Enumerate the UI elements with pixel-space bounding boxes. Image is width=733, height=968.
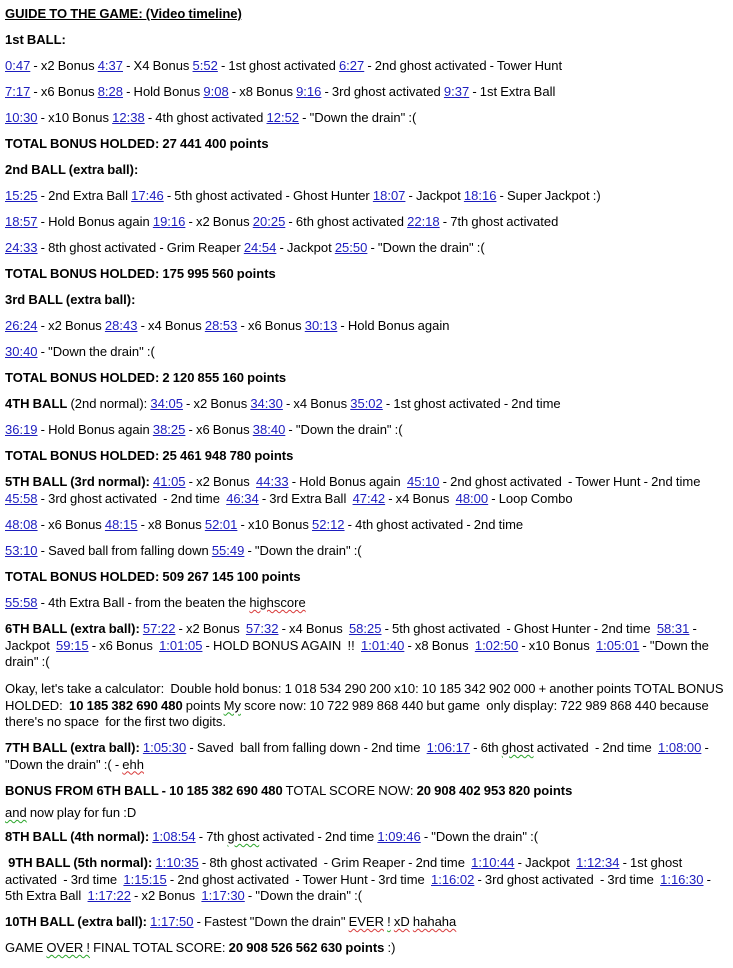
timestamp-link[interactable]: 1:01:05 [159,637,203,653]
text-segment: - x10 Bonus [518,637,596,653]
timestamp-link[interactable]: 57:32 [245,621,279,636]
text-segment: GAME [5,940,47,955]
timestamp-link[interactable]: 6:27 [338,58,365,73]
timeline-line [5,240,729,257]
timeline-line [5,422,729,439]
text-segment: - 2nd ghost activated - Tower Hunt - 3rd time [166,871,431,887]
timestamp-link[interactable]: 15:25 [5,188,38,203]
text-segment: - x6 Bonus [88,637,160,653]
text-segment: - 5th Extra Ball [5,871,715,903]
timestamp-link[interactable]: 1:08:54 [152,829,196,844]
text-segment: now play for fun :D [26,805,137,820]
timeline-line [5,740,729,773]
text-segment: - HOLD BONUS AGAIN !! [202,637,361,653]
text-segment: FINAL TOTAL SCORE: [89,940,229,955]
text-segment: :) [384,940,396,955]
text-segment: - 2nd ghost activated - Tower Hunt [364,58,563,73]
timeline-line [5,805,729,822]
timestamp-link[interactable]: 26:24 [5,318,38,333]
bold-text: 10TH BALL (extra ball): [5,914,151,929]
text-segment: - x4 Bonus [282,396,351,411]
timeline-line [5,370,729,387]
text-segment: - 7th [195,829,228,844]
timestamp-link[interactable]: 59:15 [56,637,89,653]
text-segment: - x2 Bonus [37,318,105,333]
timestamp-link[interactable]: 58:31 [656,621,690,636]
text-segment: - x2 Bonus [175,621,246,636]
timestamp-link[interactable]: 19:16 [152,214,186,229]
timestamp-link[interactable]: 22:18 [407,214,440,229]
text-segment: - Hold Bonus again [37,214,153,229]
text-segment: - Super Jackpot :) [496,188,601,203]
timeline-line [5,162,729,179]
timestamp-link[interactable]: 7:17 [5,84,31,99]
timeline-line [5,136,729,153]
timeline-line [5,681,729,731]
timestamp-link[interactable]: 9:37 [443,84,470,99]
text-segment: - "Down the drain" :( [5,637,713,669]
bold-text: 7TH BALL (extra ball): [5,740,143,755]
bold-text: TOTAL BONUS HOLDED: 27 441 400 points [5,136,269,151]
timeline-line [5,344,729,361]
timestamp-link[interactable]: 1:17:30 [201,888,245,903]
text-segment: - x2 Bonus [182,396,251,411]
text-segment: (2nd normal): [67,396,151,411]
text-segment: - 1st ghost activated [217,58,339,73]
timestamp-link[interactable]: 18:16 [463,188,497,203]
timeline-line [5,783,729,800]
text-segment: - 6th [470,740,502,755]
timestamp-link[interactable]: 30:40 [5,344,38,359]
text-segment: - "Down the drain" :( [244,543,362,558]
timeline-line [5,318,729,335]
text-segment: - "Down the drain" :( [367,240,485,255]
text-segment: - x8 Bonus [137,517,205,532]
timestamp-link[interactable]: 24:54 [243,240,277,255]
text-segment: - 2nd ghost activated - Tower Hunt - 2nd time [439,474,707,489]
spelling-underlined-text: hahaha [412,914,457,929]
timestamp-link[interactable]: 1:09:46 [377,829,421,844]
timestamp-link[interactable]: 34:05 [150,396,183,411]
text-segment: - x6 Bonus [30,84,98,99]
timestamp-link[interactable]: 5:52 [192,58,218,73]
timestamp-link[interactable]: 12:52 [266,110,300,125]
text-segment: - Saved ball from falling down [37,543,212,558]
timestamp-link[interactable]: 1:15:15 [123,871,167,887]
timestamp-link[interactable]: 1:05:30 [142,740,187,755]
spelling-underlined-text: ehh [122,756,144,772]
bold-text: 20 908 526 562 630 points [228,940,385,955]
timeline-line [5,292,729,309]
timestamp-link[interactable]: 44:33 [256,474,289,489]
bold-text: 5TH BALL (3rd normal): [5,474,153,489]
text-segment: - 4th ghost activated [144,110,267,125]
text-segment: - x6 Bonus [237,318,305,333]
timestamp-link[interactable]: 48:00 [455,490,489,506]
guide-title [5,6,729,23]
text-segment: TOTAL SCORE NOW: [282,783,417,798]
text-segment: - Jackpot [5,621,700,653]
text-segment: - "Down the drain" :( [299,110,417,125]
timeline-line [5,32,729,49]
text-segment: - Jackpot [405,188,464,203]
text-segment: - X4 Bonus [123,58,193,73]
timestamp-link[interactable]: 12:38 [112,110,145,125]
text-segment: - 4th ghost activated - 2nd time [344,517,524,532]
timestamp-link[interactable]: 8:28 [97,84,123,99]
timeline-line [5,474,729,507]
text-segment: - 1st Extra Ball [469,84,556,99]
timeline-line [5,855,729,905]
timestamp-link[interactable]: 1:17:50 [150,914,194,929]
text-segment: - x4 Bonus [137,318,205,333]
bold-text: 4TH BALL [5,396,68,411]
timestamp-link[interactable]: 38:25 [152,422,186,437]
timestamp-link[interactable]: 4:37 [97,58,123,73]
timeline-line [5,621,729,671]
text-segment: - x2 Bonus [185,214,253,229]
timestamp-link[interactable]: 30:13 [304,318,338,333]
text-segment: - Hold Bonus again [337,318,450,333]
timeline-line [5,266,729,283]
timestamp-link[interactable]: 53:10 [5,543,38,558]
timeline-line [5,214,729,231]
timestamp-link[interactable]: 45:58 [5,490,38,506]
timestamp-link[interactable]: 48:08 [5,517,38,532]
timeline-line [5,58,729,75]
text-segment: - x4 Bonus [385,490,456,506]
text-segment: - Saved ball from falling down - 2nd time [186,740,427,755]
timestamp-link[interactable]: 25:50 [334,240,368,255]
timestamp-link[interactable]: 58:25 [348,621,382,636]
text-segment: - "Down the drain" :( [285,422,403,437]
text-segment: - x2 Bonus [185,474,257,489]
timeline-line [5,914,729,931]
timestamp-link[interactable]: 18:57 [5,214,38,229]
grammar-underlined-text: ! [387,914,391,929]
timeline-line [5,543,729,560]
timestamp-link[interactable]: 18:07 [372,188,406,203]
text-segment: - x10 Bonus [37,110,113,125]
timeline-line [5,517,729,534]
bold-text: TOTAL BONUS HOLDED: 25 461 948 780 points [5,448,294,463]
text-segment: - 4th Extra Ball - from the beaten the [37,595,250,610]
timestamp-link[interactable]: 35:02 [350,396,383,411]
text-segment: - "Down the drain" :( [244,888,363,903]
timestamp-link[interactable]: 47:42 [352,490,386,506]
bold-text: GUIDE TO THE GAME: (Video timeline) [5,6,242,21]
text-segment: Okay, let's take a calculator: Double hold bonus: 1 018 534 290 200 x10: 10 185 342 902 000 + another points TOTAL BONUS HOLDED: [5,681,727,713]
text-segment: - 3rd ghost activated [321,84,444,99]
text-segment: - x8 Bonus [228,84,297,99]
timestamp-link[interactable]: 45:10 [406,474,440,489]
text-segment: - 8th ghost activated - Grim Reaper - 2nd time [198,855,472,870]
text-segment: - x6 Bonus [185,422,253,437]
timestamp-link[interactable]: 57:22 [142,621,176,636]
text-segment: - Jackpot [514,855,577,870]
timestamp-link[interactable]: 1:16:30 [660,871,704,887]
timestamp-link[interactable]: 48:15 [104,517,138,532]
timestamp-link[interactable]: 10:30 [5,110,38,125]
text-segment: - 8th ghost activated - Grim Reaper [37,240,244,255]
text-segment: activated - 2nd time [533,740,658,755]
text-segment: - 5th ghost activated - Ghost Hunter [163,188,373,203]
timestamp-link[interactable]: 1:16:02 [430,871,475,887]
timestamp-link[interactable]: 0:47 [5,58,31,73]
spelling-underlined-text: highscore [249,595,306,610]
grammar-underlined-text: ghost [227,829,260,844]
text-segment: - Hold Bonus [123,84,204,99]
timestamp-link[interactable]: 1:06:17 [426,740,471,755]
timeline-line [5,448,729,465]
bold-text: 2nd BALL (extra ball): [5,162,139,177]
timestamp-link[interactable]: 1:10:35 [155,855,199,870]
text-segment: score now: 10 722 989 868 440 but game only display: 722 989 868 440 because there's no space for the first two digits. [5,697,712,729]
timestamp-link[interactable]: 52:12 [312,517,345,532]
text-segment: - 7th ghost activated [439,214,559,229]
text-segment: - 3rd ghost activated - 2nd time [37,490,227,506]
text-segment: - Jackpot [276,240,335,255]
timeline-line [5,110,729,127]
timestamp-link[interactable]: 17:46 [131,188,164,203]
text-segment: - "Down the drain" :( [37,344,155,359]
text-segment: - x8 Bonus [404,637,475,653]
bold-text: 1st BALL: [5,32,66,47]
timeline-line [5,396,729,413]
grammar-underlined-text: and [5,805,27,820]
timestamp-link[interactable]: 9:08 [203,84,229,99]
timestamp-link[interactable]: 46:34 [226,490,259,506]
bold-text: TOTAL BONUS HOLDED: 509 267 145 100 points [5,569,301,584]
text-segment: - x4 Bonus [278,621,349,636]
text-segment: - x10 Bonus [237,517,312,532]
timeline-line [5,569,729,586]
text-segment: - 6th ghost activated [285,214,408,229]
timestamp-link[interactable]: 52:01 [204,517,238,532]
timestamp-link[interactable]: 41:05 [153,474,186,489]
text-segment: - "Down the drain" :( - [5,740,712,772]
bold-text: 9TH BALL (5th normal): [5,855,156,870]
timestamp-link[interactable]: 28:43 [104,318,138,333]
text-segment: - 2nd Extra Ball [37,188,132,203]
timestamp-link[interactable]: 38:40 [252,422,286,437]
text-segment: - 1st ghost activated - 2nd time [382,396,561,411]
bold-text: BONUS FROM 6TH BALL - 10 185 382 690 480 [5,783,283,798]
timestamp-link[interactable]: 1:02:50 [474,637,519,653]
bold-text: 6TH BALL (extra ball): [5,621,143,636]
timestamp-link[interactable]: 1:12:34 [576,855,620,870]
timestamp-link[interactable]: 20:25 [252,214,286,229]
timeline-line [5,595,729,612]
bold-text: 20 908 402 953 820 points [416,783,573,798]
timeline-line [5,84,729,101]
text-segment: - "Down the drain" :( [420,829,539,844]
bold-text: 3rd BALL (extra ball): [5,292,136,307]
timestamp-link[interactable]: 1:05:01 [595,637,640,653]
text-segment: points [182,697,224,713]
timestamp-link[interactable]: 1:17:22 [87,888,131,903]
grammar-underlined-text: OVER ! [46,940,90,955]
text-segment: - 3rd Extra Ball [258,490,353,506]
grammar-underlined-text: My [223,697,241,713]
timestamp-link[interactable]: 36:19 [5,422,38,437]
bold-text: TOTAL BONUS HOLDED: 2 120 855 160 points [5,370,287,385]
timestamp-link[interactable]: 34:30 [250,396,283,411]
timestamp-link[interactable]: 1:08:00 [658,740,702,755]
text-segment: - x2 Bonus [30,58,98,73]
spelling-underlined-text: EVER [348,914,384,929]
timestamp-link[interactable]: 9:16 [296,84,322,99]
text-segment: - 1st ghost activated - 3rd time [5,855,686,887]
text-segment: - Hold Bonus again [288,474,407,489]
timestamp-link[interactable]: 1:10:44 [471,855,515,870]
text-segment: - Loop Combo [488,490,573,506]
text-segment: activated - 2nd time [259,829,378,844]
bold-text: 10 185 382 690 480 [69,697,183,713]
timestamp-link[interactable]: 55:49 [211,543,245,558]
timestamp-link[interactable]: 55:58 [5,595,38,610]
timeline-line [5,829,729,846]
timestamp-link[interactable]: 1:01:40 [360,637,405,653]
text-segment: - x6 Bonus [37,517,105,532]
timeline-line [5,188,729,205]
timeline-line [5,940,729,957]
text-segment: - 5th ghost activated - Ghost Hunter - 2nd time [381,621,657,636]
timestamp-link[interactable]: 28:53 [204,318,238,333]
bold-text: 8TH BALL (4th normal): [5,829,153,844]
text-segment: - Hold Bonus again [37,422,153,437]
text-segment: - Fastest "Down the drain" [193,914,349,929]
bold-text: TOTAL BONUS HOLDED: 175 995 560 points [5,266,276,281]
text-segment: - x2 Bonus [130,888,202,903]
grammar-underlined-text: ghost [501,740,534,755]
text-segment: - 3rd ghost activated - 3rd time [474,871,661,887]
timestamp-link[interactable]: 24:33 [5,240,38,255]
spelling-underlined-text: xD [393,914,410,929]
